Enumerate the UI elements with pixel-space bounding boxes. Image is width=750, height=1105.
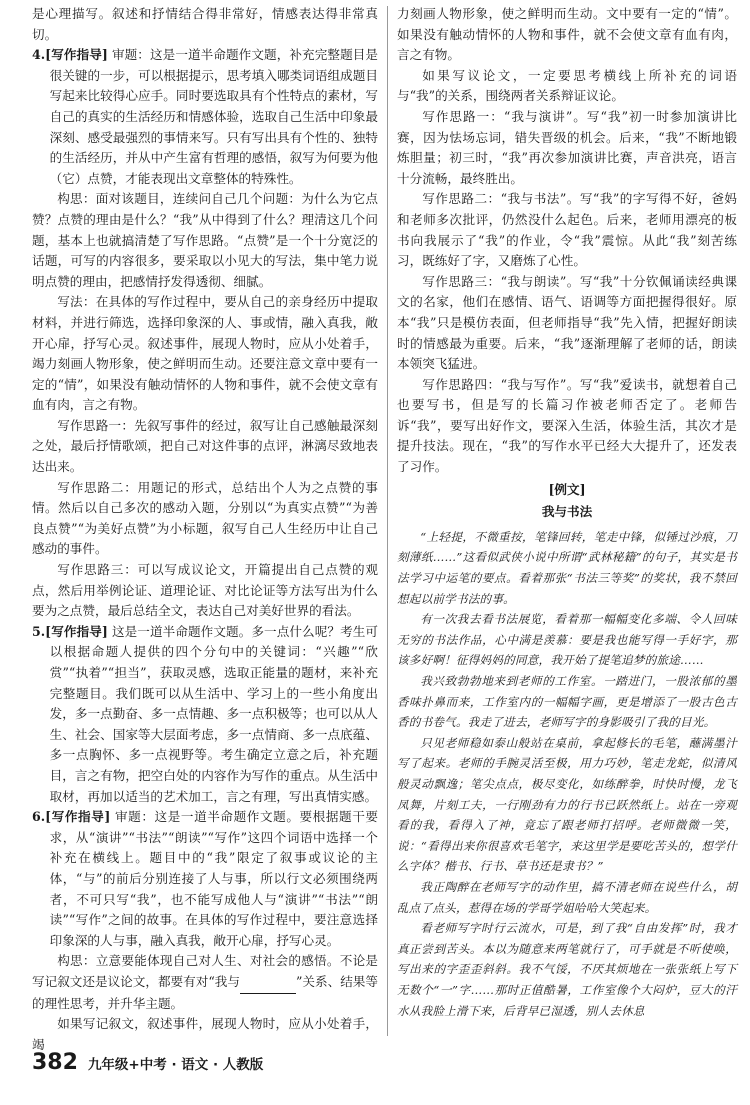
item-4-text: 审题：这是一道半命题作文题，补充完整题目是很关键的一步，可以根据提示，思考填入哪类词语组成题目写起来比较得心应手。同时要选取具有个性特点的素材，写自己的真实的生活经历和情感体验，选取自己生活中印象最深刻、感受最强烈的事情来写。只有写出具有个性的、独特的生活经历，并从中产生富有哲理的感悟，叙写为何要为他（它）点赞，才能表现出文章整体的特殊性。 [49, 47, 379, 186]
item-4-approach-1: 写作思路一：先叙写事件的经过，叙写让自己感触最深刻之处，最后抒情歌颂，把自己对这件事的点评，淋漓尽致地表达出来。 [32, 417, 378, 475]
page-footer [32, 1050, 263, 1075]
essay-title: 我与书法 [541, 504, 593, 520]
argument-paragraph: 如果写议论文，一定要思考横线上所补充的词语与“我”的关系，围绕两者关系辩证议论。 [397, 67, 737, 104]
example-tag: [例文] [548, 481, 586, 497]
sample-essay [397, 527, 737, 1021]
item-4 [32, 45, 378, 189]
intro-paragraph: 是心理描写。叙述和抒情结合得非常好，情感表达得非常真切。 [32, 6, 378, 42]
right-column [397, 4, 737, 1034]
item-4-number: 4. [32, 47, 46, 63]
left-column [32, 4, 379, 1052]
item-5-number: 5. [32, 623, 46, 639]
essay-paragraph: 有一次我去看书法展览，看着那一幅幅变化多端、令人回味无穷的书法作品，心中满是羡慕：要是我也能写得一手好字，那该多好啊！征得妈妈的同意，我开始了提笔追梦的旅途…… [397, 612, 737, 668]
item-6-concept [32, 951, 378, 1014]
fill-blank [240, 972, 296, 994]
item-6-concept-after: ”关系、结果等的理性思考，并升华主题。 [32, 973, 378, 1011]
essay-paragraph: “上轻提，不微重按，笔锋回转，笔走中锋，似锤过沙痕，刀刻薄纸……”这看似武侠小说中所谓“武林秘籍”的句子，其实是书法学习中运笔的要点。看着那张“书法三等奖”的奖状，我不禁回想起以前学书法的事。 [397, 529, 737, 606]
item-6-text: 审题：这是一道半命题作文题。要根据题干要求，从“演讲”“书法”“朗读”“写作”这四个词语中选择一个补充在横线上。题目中的“我”限定了叙事或议论的主体，“与”的前后分别连接了人与事，所以行文必须围绕两者，不可只写“我”，也不能写成他人与“演讲”“书法”“朗读”“写作”之间的故事。在具体的写作过程中，要注意选择印象深的人与事，融入真我，敞开心扉，抒写心灵。 [49, 809, 378, 948]
column-divider [387, 6, 388, 1036]
essay-paragraph: 我兴致勃勃地来到老师的工作室。一踏进门，一股浓郁的墨香味扑鼻而来，工作室内的一幅幅字画，更是增添了一股古色古香的书卷气。我走了进去，老师写字的身影吸引了我的目光。 [397, 674, 737, 730]
item-6 [32, 807, 378, 951]
item-4-method: 写法：在具体的写作过程中，要从自己的亲身经历中提取材料，并进行筛选，选择印象深的人、事或情，融入真我，敞开心扉，抒写心灵。叙述事件，展现人物时，应从小处着手，竭力刻画人物形象，使之鲜明而生动。还要注意文章中要有一定的“情”，如果没有触动情怀的人物和事件，就不会使文章有血有肉，言之有物。 [32, 294, 378, 413]
approach-4-writing: 写作思路四：“我与写作”。写“我”爱读书，就想着自己也要写书，但是写的长篇习作被老师否定了。老师告诉“我”，要写出好作文，要深入生活，体验生活，其次才是提升技法。现在，“我”的写作水平已经大大提升了，还发表了习作。 [397, 376, 737, 475]
item-6-number: 6. [32, 809, 46, 825]
page-number: 382 [32, 1050, 78, 1075]
essay-paragraph: 只见老师稳如泰山般站在桌前，拿起修长的毛笔，蘸满墨汁写了起来。老师的手腕灵活至极，用力巧妙，笔走龙蛇，似清风般灵动飘逸；笔尖点点，极尽变化，如练醉拳，时快时慢，龙飞凤舞，片刻工夫，一行刚劲有力的行书已跃然纸上。站在一旁观看的我，看得入了神，竟忘了跟老师打招呼。老师微微一笑，说：“看得出来你很喜欢毛笔字，来这里学是要吃苦头的，想学什么字体？楷书、行书、草书还是隶书？” [397, 735, 737, 874]
item-6-concept-before: 构思：立意要能体现自己对人生、对社会的感悟。不论是写记叙文还是议论文，都要有对“我与 [32, 953, 378, 989]
item-5-text: 这是一道半命题作文题。多一点什么呢？考生可以根据命题人提供的四个分句中的关键词：“兴趣”“欣赏”“执着”“担当”，获取灵感，选取正能量的题材，来补充完整题目。我们既可以从生活中、学习上的一些小角度出发，多一点勤奋、多一点情趣、多一点积极等；也可以从人生、社会、国家等大层面考虑，多一点情商、多一点底蕴、多一点胸怀、多一点视野等。考生确定立意之后，补充题目，言之有物，把空白处的内容作为写作的重点。从生活中取材，再加以适当的艺术加工，言之有理，写出真情实感。 [49, 623, 379, 804]
item-5 [32, 622, 378, 807]
book-info: 九年级+中考 · 语文 · 人教版 [87, 1057, 264, 1073]
item-4-tag: [写作指导] [45, 47, 108, 63]
item-6-narrative: 如果写记叙文，叙述事件，展现人物时，应从小处着手，竭 [32, 1016, 378, 1052]
item-5-tag: [写作指导] [45, 623, 108, 639]
item-6-tag: [写作指导] [45, 809, 111, 825]
item-4-concept: 构思：面对该题目，连续问自己几个问题：为什么为它点赞？点赞的理由是什么？“我”从中得到了什么？理清这几个问题，基本上也就搞清楚了写作思路。“点赞”是一个十分宽泛的话题，可写的内容很多，要采取以小见大的写法，集中笔力说明点赞的理由，把感情抒发得透彻、细腻。 [32, 191, 378, 289]
essay-paragraph: 看老师写字时行云流水，可是，到了我“自由发挥”时，我才真正尝到苦头。本以为随意来两笔就行了，可手就是不听使唤，写出来的字歪歪斜斜。我不气馁，不厌其烦地在一张张纸上写下无数个“一”字……那时正值酷暑，工作室像个大闷炉，豆大的汗水从我脸上滑下来，后背早已湿透，别人去休息 [397, 921, 737, 1018]
approach-1-speech: 写作思路一：“我与演讲”。写“我”初一时参加演讲比赛，因为怯场忘词，错失晋级的机会。后来，“我”不断地锻炼胆量；初三时，“我”再次参加演讲比赛，声音洪亮，语言十分流畅，最终胜出。 [397, 108, 737, 186]
continued-paragraph: 力刻画人物形象，使之鲜明而生动。文中要有一定的“情”。如果没有触动情怀的人物和事件，就不会使文章有血有肉，言之有物。 [397, 6, 737, 63]
approach-2-calligraphy: 写作思路二：“我与书法”。写“我”的字写得不好，爸妈和老师多次批评，仍然没什么起色。后来，老师用漂亮的板书向我展示了“我”的作业，令“我”震惊。从此“我”刻苦练习，既练好了字，又磨炼了心性。 [397, 191, 737, 269]
item-4-approach-3: 写作思路三：可以写成议论文，开篇提出自己点赞的观点，然后用举例论证、道理论证、对比论证等方法写出为什么要为之点赞，最后总结全文，表达自己对美好世界的看法。 [32, 562, 378, 619]
essay-paragraph: 我正陶醉在老师写字的动作里，搞不清老师在说些什么，胡乱点了点头，惹得在场的学哥学姐哈哈大笑起来。 [397, 879, 737, 915]
item-4-approach-2: 写作思路二：用题记的形式，总结出个人为之点赞的事情。然后以自己多次的感动入题，分别以“为真实点赞”“为善良点赞”“为美好点赞”为小标题，叙写自己人生经历中让自己感动的事件。 [32, 479, 378, 557]
approach-3-reading: 写作思路三：“我与朗读”。写“我”十分钦佩诵读经典课文的名家，他们在感情、语气、语调等方面把握得很好。原本“我”只是模仿表面，但老师指导“我”先入情，把握好朗读时的情感最为重要。后来，“我”逐渐理解了老师的话，朗读本领突飞猛进。 [397, 273, 737, 372]
